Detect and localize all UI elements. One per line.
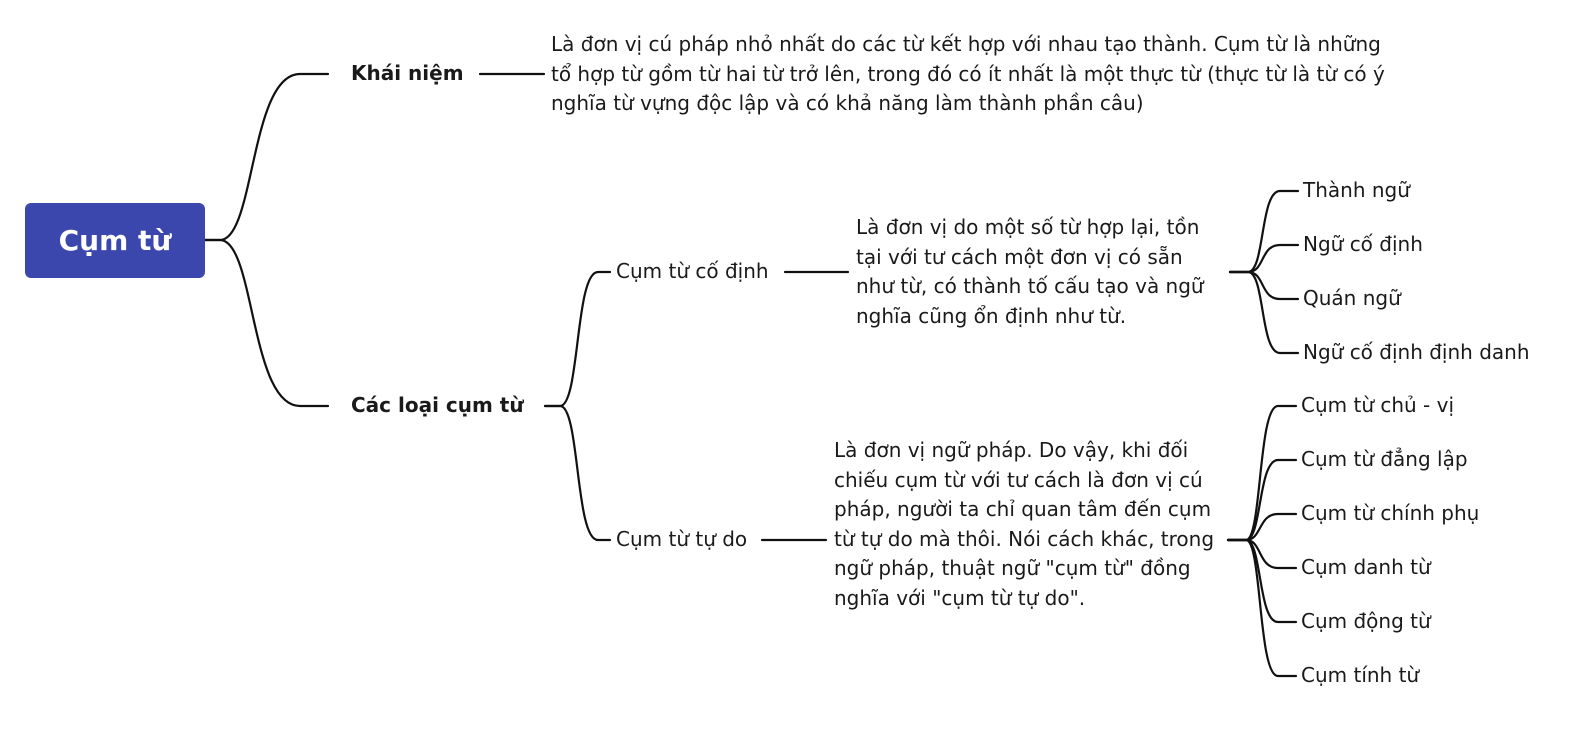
link-fixed-item bbox=[1230, 191, 1298, 272]
leaf-quan-ngu[interactable]: Quán ngữ bbox=[1303, 286, 1401, 310]
leaf-thanh-ngu[interactable]: Thành ngữ bbox=[1303, 178, 1410, 202]
fixed-phrase-description: Là đơn vị do một số từ hợp lại, tồn tại với tư cách một đơn vị có sẵn như từ, có thành tố cấu tạo và ngữ nghĩa cũng ổn định như từ. bbox=[856, 215, 1204, 328]
link-fixed-item bbox=[1230, 272, 1298, 353]
root-label: Cụm từ bbox=[58, 223, 172, 257]
link-types-fixed bbox=[545, 272, 610, 406]
free-phrase-description: Là đơn vị ngữ pháp. Do vậy, khi đối chiếu cụm từ với tư cách là đơn vị cú pháp, người ta chỉ quan tâm đến cụm từ tự do mà thôi. Nói cách khác, trong ngữ pháp, thuật ngữ "cụm từ" đồng nghĩa với "cụm từ tự do". bbox=[834, 438, 1215, 610]
fixed-phrase-node[interactable]: Cụm từ cố định bbox=[616, 259, 769, 283]
concept-description: Là đơn vị cú pháp nhỏ nhất do các từ kết hợp với nhau tạo thành. Cụm từ là những tổ hợp từ gồm từ hai từ trở lên, trong đó có ít nhất là một thực từ (thực từ là từ có ý nghĩa từ vựng độc lập và có khả năng làm thành phần câu) bbox=[551, 32, 1385, 115]
link-free-item bbox=[1228, 460, 1296, 540]
leaf-ngu-co-dinh[interactable]: Ngữ cố định bbox=[1303, 232, 1423, 256]
link-root-concept bbox=[205, 74, 328, 240]
leaf-cum-tu-dang-lap[interactable]: Cụm từ đẳng lập bbox=[1301, 447, 1468, 471]
link-free-item bbox=[1228, 406, 1296, 540]
leaf-cum-tu-chu-vi[interactable]: Cụm từ chủ - vị bbox=[1301, 393, 1455, 417]
link-fixed-item bbox=[1230, 272, 1298, 299]
link-free-item bbox=[1228, 514, 1296, 540]
types-node[interactable]: Các loại cụm từ bbox=[351, 393, 524, 417]
link-free-item bbox=[1228, 540, 1296, 568]
root-node[interactable] bbox=[25, 203, 205, 278]
link-root-types bbox=[205, 240, 328, 406]
link-types-free bbox=[545, 406, 610, 540]
leaf-cum-dong-tu[interactable]: Cụm động từ bbox=[1301, 609, 1431, 633]
leaf-ngu-co-dinh-dinh-danh[interactable]: Ngữ cố định định danh bbox=[1303, 340, 1530, 364]
link-fixed-item bbox=[1230, 245, 1298, 272]
concept-node[interactable]: Khái niệm bbox=[351, 61, 464, 85]
leaf-cum-danh-tu[interactable]: Cụm danh từ bbox=[1301, 555, 1431, 579]
leaf-cum-tu-chinh-phu[interactable]: Cụm từ chính phụ bbox=[1301, 501, 1480, 525]
link-free-item bbox=[1228, 540, 1296, 676]
link-free-item bbox=[1228, 540, 1296, 622]
free-phrase-node[interactable]: Cụm từ tự do bbox=[616, 527, 748, 551]
leaf-cum-tinh-tu[interactable]: Cụm tính từ bbox=[1301, 663, 1420, 687]
